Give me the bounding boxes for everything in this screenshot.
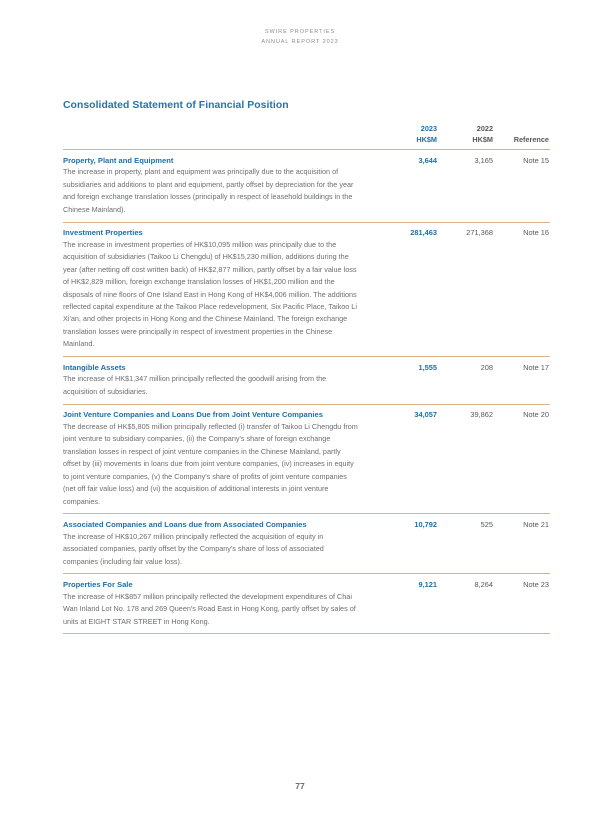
- row-value-2022: 39,862: [470, 410, 493, 420]
- row-value-2023: 10,792: [414, 520, 437, 530]
- table-row: [63, 574, 550, 633]
- row-body-text: The increase of HK$10,267 million principally reflected the acquisition of equity in associated companies, partly offset by the Company's share of loss of associated companies (including fair value loss).: [63, 531, 324, 566]
- divider-line: [63, 633, 550, 634]
- row-title: Properties For Sale: [63, 580, 133, 589]
- row-description-cell: [63, 150, 379, 221]
- row-description-cell: [63, 357, 379, 403]
- row-value-2022: 208: [480, 362, 493, 372]
- column-header-2023: [379, 124, 437, 149]
- row-value-2023: 34,057: [414, 410, 437, 420]
- row-body-text: The increase in investment properties of HK$10,095 million was principally due to the acquisition of subsidiaries (Taikoo Li Chengdu) of HK$15,230 million, additions during the year (after netting off cost written back) of HK$2,877 million, partly offset by a fair value loss of HK$2,829 million, foreign exchange translation losses of HK$1,200 million and the disposals of nine floors of One Island East in Hong Kong of HK$4,006 million. The additions reflected capital expenditure at the Taikoo Place redevelopment, Six Pacific Place, Taikoo Li Xi'an, and other projects in Hong Kong and the Chinese Mainland. The foreign exchange translation losses were principally in respect of investment properties in the Chinese Mainland.: [63, 239, 357, 349]
- table-row: [63, 405, 550, 514]
- table-body: [63, 150, 550, 634]
- table-row: [63, 150, 550, 221]
- running-head-company: SWIRE PROPERTIES: [264, 29, 336, 35]
- row-rule: [63, 633, 550, 634]
- column-header-2023-unit: HK$M: [416, 134, 437, 144]
- row-title: Investment Properties: [63, 228, 143, 238]
- row-value-2023: 3,644: [418, 155, 437, 165]
- row-reference: Note 21: [523, 520, 549, 530]
- column-header-2023-year: 2023: [420, 124, 437, 133]
- row-description-cell: [63, 514, 379, 573]
- row-value-2022: 3,165: [474, 155, 493, 165]
- table-row: [63, 223, 550, 357]
- row-description-cell: [63, 223, 379, 357]
- page-title: Consolidated Statement of Financial Position: [63, 100, 289, 111]
- row-reference: Note 15: [523, 155, 549, 165]
- row-title: Joint Venture Companies and Loans Due from Joint Venture Companies: [63, 410, 323, 420]
- row-title: Associated Companies and Loans due from Associated Companies: [63, 520, 307, 530]
- row-value-2022: 525: [480, 520, 493, 530]
- row-body-text: The decrease of HK$5,805 million principally reflected (i) transfer of Taikoo Li Chengdu from joint venture to subsidiary companies, (ii) the Company's share of foreign exchange translation losses in respect of joint venture companies in the Chinese Mainland, partly offset by (iii) movements in loans due from joint venture companies, (iv) increases in equity to joint venture companies, (v) the Company's share of profits of joint venture companies (net off fair value loss) and (vi) the acquisition of additional interests in joint venture companies.: [63, 421, 358, 506]
- row-description-cell: [63, 405, 379, 514]
- column-header-2022-unit: HK$M: [472, 134, 493, 144]
- page-content: [63, 100, 550, 634]
- column-header-description: [63, 124, 379, 149]
- row-body-text: The increase of HK$857 million principally reflected the development expenditures of Chai Wan Inland Lot No. 178 and 269 Queen's Road East in Hong Kong, partly offset by sales of units at EIGHT STAR STREET in Hong Kong.: [63, 591, 356, 626]
- table-row: [63, 357, 550, 403]
- row-rule-cell: [63, 633, 550, 634]
- row-body-text: The increase in property, plant and equipment was principally due to the acquisition of subsidiaries and additions to plant and equipment, partly offset by depreciation for the year and foreign exchange translation losses (principally in respect of leasehold buildings in the Chinese Mainland).: [63, 167, 354, 214]
- column-header-2022: [437, 124, 493, 149]
- row-body-text: The increase of HK$1,347 million principally reflected the goodwill arising from the acquisition of subsidiaries.: [63, 374, 327, 396]
- row-value-2022: 271,368: [466, 228, 493, 238]
- row-reference: Note 20: [523, 410, 549, 420]
- row-reference: Note 23: [523, 580, 549, 589]
- row-reference: Note 16: [523, 228, 549, 238]
- row-value-2023: 9,121: [418, 580, 437, 589]
- row-value-2023: 1,555: [418, 362, 437, 372]
- running-head: [0, 29, 600, 45]
- row-description-cell: [63, 574, 379, 633]
- row-reference: Note 17: [523, 362, 549, 372]
- column-header-2022-year: 2022: [476, 124, 493, 133]
- column-header-reference: Reference: [513, 134, 549, 144]
- row-title: Property, Plant and Equipment: [63, 155, 174, 165]
- financial-position-table: [63, 124, 550, 634]
- page-number: 77: [295, 781, 305, 791]
- row-title: Intangible Assets: [63, 362, 126, 372]
- row-value-2023: 281,463: [410, 228, 437, 238]
- running-head-report: ANNUAL REPORT 2023: [261, 39, 339, 46]
- table-row: [63, 514, 550, 573]
- table-header-row: [63, 124, 550, 149]
- row-value-2022: 8,264: [474, 580, 493, 589]
